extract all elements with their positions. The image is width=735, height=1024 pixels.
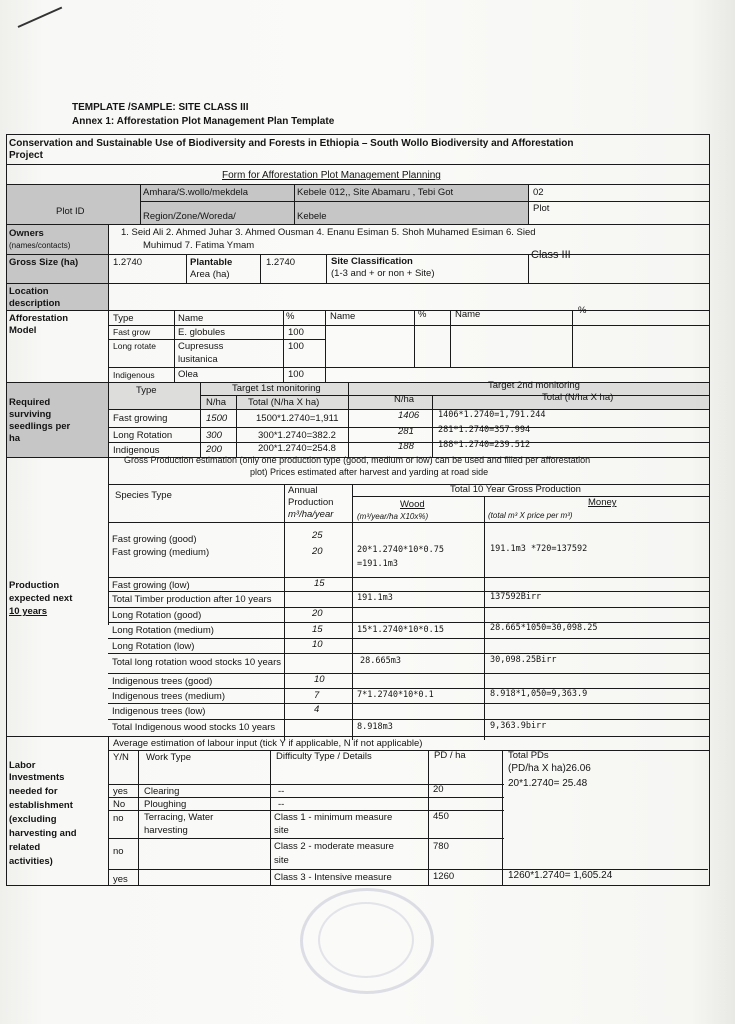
pen-mark: [18, 7, 63, 28]
annex-title: Annex 1: Afforestation Plot Management Plan Template: [72, 116, 335, 127]
seed-n2-2: 281: [398, 426, 414, 437]
prod-wood-8: 28.665m3: [360, 656, 401, 666]
seed-n1-2: 300: [206, 430, 222, 441]
labor-label-3: needed for: [9, 786, 58, 797]
target2-header: Target 2nd monitoring: [488, 380, 580, 391]
labor-work-1: Clearing: [144, 786, 180, 797]
total-pds-header: Total PDs: [508, 750, 549, 761]
prod-money-4: 137592Birr: [490, 592, 542, 602]
seed-t1-1: 1500*1.2740=1,911: [256, 413, 339, 424]
model-name-2b: lusitanica: [178, 354, 218, 365]
model-name-header: Name: [178, 313, 204, 324]
labor-diff-3b: site: [274, 825, 289, 836]
annual-header-2: Production: [288, 497, 334, 508]
prod-species-8: Total long rotation wood stocks 10 years: [112, 657, 281, 668]
wood-header: Wood: [400, 499, 425, 510]
kebele-label: Kebele: [297, 211, 327, 222]
seed-n1-3: 200: [206, 444, 222, 455]
labor-label-7: related: [9, 842, 41, 853]
prod-species-11: Indigenous trees (low): [112, 706, 206, 717]
prod-species-5: Long Rotation (good): [112, 610, 202, 621]
model-label: Afforestation: [9, 313, 69, 324]
plot-id-label: Plot ID: [56, 206, 85, 217]
labor-yn-3: no: [113, 813, 124, 824]
model-pct3-header: %: [578, 305, 587, 316]
model-pct-2: 100: [288, 341, 304, 352]
model-name2-header: Name: [330, 311, 356, 322]
prod-annual-2: 20: [312, 546, 323, 557]
annual-header: Annual: [288, 485, 318, 496]
model-type-2: Long rotate: [113, 341, 157, 351]
seedlings-label: Required: [9, 397, 51, 408]
labor-work-3b: harvesting: [144, 825, 188, 836]
model-label-2: Model: [9, 325, 37, 336]
plantable-value: 1.2740: [266, 257, 296, 268]
money-header: Money: [588, 497, 617, 508]
work-type-header: Work Type: [146, 752, 192, 763]
site-class-sublabel: (1-3 and + or non + Site): [331, 268, 435, 279]
money-unit: (total m³ X price per m³): [488, 511, 573, 520]
labor-yn-1: yes: [113, 786, 128, 797]
prod-annual-3: 15: [314, 578, 325, 589]
owners-line1: 1. Seid Ali 2. Ahmed Juhar 3. Ahmed Ousman 4. Enanu Esiman 5. Shoh Muhamed Esiman 6. Sied: [121, 227, 536, 238]
pd-ha-header: PD / ha: [434, 750, 466, 761]
model-type-header: Type: [113, 313, 134, 324]
labor-label-8: activities): [9, 856, 53, 867]
labor-total-1: 20*1.2740= 25.48: [508, 778, 588, 789]
model-name-3: Olea: [178, 369, 199, 380]
prod-annual-5: 20: [312, 608, 323, 619]
site-class-value: Class III: [531, 249, 571, 261]
region-value: Amhara/S.wollo/mekdela: [143, 187, 249, 198]
yn-header: Y/N: [113, 752, 129, 763]
kebele-value: Kebele 012,, Site Abamaru , Tebi Got: [297, 187, 454, 198]
n-ha-2-header: N/ha: [394, 394, 415, 405]
labor-label-6: harvesting and: [9, 828, 77, 839]
prod-money-10: 8.918*1,050=9,363.9: [490, 689, 588, 699]
labor-diff-2: --: [278, 799, 285, 810]
seed-t1-3: 200*1.2740=254.8: [258, 443, 336, 454]
labor-pd-5: 1260: [433, 871, 455, 882]
prod-annual-6: 15: [312, 624, 323, 635]
labor-pd-4: 780: [433, 841, 449, 852]
plot-label: Plot: [533, 203, 550, 214]
labor-yn-4: no: [113, 846, 124, 857]
labor-label-2: Investments: [9, 772, 65, 783]
gross-size-value: 1.2740: [113, 257, 143, 268]
model-type-3: Indigenous: [113, 370, 155, 380]
wood-unit: (m³/year/ha X10x%): [357, 512, 429, 521]
seed-t2-2: 281*1.2740=357.994: [438, 425, 531, 435]
species-header: Species Type: [115, 490, 172, 501]
total10-header: Total 10 Year Gross Production: [450, 484, 581, 495]
prod-annual-10: 7: [314, 690, 320, 701]
seed-t2-1: 1406*1.2740=1,791.244: [438, 410, 546, 420]
labor-pd-1: 20: [433, 784, 444, 795]
owners-sublabel: (names/contacts): [9, 241, 71, 250]
labor-diff-3: Class 1 - minimum measure: [274, 812, 393, 823]
prod-wood-4: 191.1m3: [357, 593, 393, 603]
target1-header: Target 1st monitoring: [232, 383, 321, 394]
template-label: TEMPLATE /SAMPLE: SITE CLASS III: [72, 102, 249, 113]
labor-diff-1: --: [278, 786, 285, 797]
production-note: Gross Production estimation (only one production type (good, medium or low) can be used and filled per afforestation: [124, 455, 591, 465]
seed-n1-1: 1500: [206, 413, 228, 424]
labor-work-3: Terracing, Water: [144, 812, 214, 823]
prod-species-6: Long Rotation (medium): [112, 625, 214, 636]
owners-label: Owners: [9, 228, 44, 239]
production-label-2: expected next: [9, 593, 73, 604]
prod-species-12: Total Indigenous wood stocks 10 years: [112, 722, 276, 733]
prod-species-2: Fast growing (medium): [112, 547, 210, 558]
labor-label-5: (excluding: [9, 814, 57, 825]
difficulty-header: Difficulty Type / Details: [276, 751, 372, 762]
model-pct2-header: %: [418, 309, 427, 320]
labor-label: Labor: [9, 760, 36, 771]
n-ha-header: N/ha: [206, 397, 227, 408]
prod-species-7: Long Rotation (low): [112, 641, 195, 652]
labor-yn-5: yes: [113, 874, 128, 885]
prod-money-6: 28.665*1050=30,098.25: [490, 623, 598, 633]
seed-n2-3: 188: [398, 441, 414, 452]
labor-diff-5: Class 3 - Intensive measure: [274, 872, 392, 883]
model-pct-3: 100: [288, 369, 304, 380]
location-label: Location: [9, 286, 49, 297]
prod-annual-1: 25: [312, 530, 323, 541]
model-name3-header: Name: [455, 309, 481, 320]
seedling-type-header: Type: [136, 385, 157, 396]
gross-size-label: Gross Size (ha): [9, 257, 79, 268]
plantable-label: Plantable: [190, 257, 233, 268]
seedlings-label-4: ha: [9, 433, 21, 444]
total-pds-header-2: (PD/ha X ha)26.06: [508, 763, 591, 774]
prod-wood-12: 8.918m3: [357, 722, 393, 732]
site-class-label: Site Classification: [331, 256, 413, 267]
prod-annual-7: 10: [312, 639, 323, 650]
seed-n2-1: 1406: [398, 410, 420, 421]
prod-species-4: Total Timber production after 10 years: [112, 594, 272, 605]
prod-species-10: Indigenous trees (medium): [112, 691, 225, 702]
prod-annual-9: 10: [314, 674, 325, 685]
project-title-line2: Project: [9, 150, 43, 161]
prod-wood-2: 20*1.2740*10*0.75: [357, 545, 444, 555]
form-title: Form for Afforestation Plot Management Planning: [222, 170, 441, 181]
prod-money-12: 9,363.9birr: [490, 721, 547, 731]
stamp-seal-inner: [318, 902, 414, 978]
labor-work-2: Ploughing: [144, 799, 187, 810]
seed-t1-2: 300*1.2740=382.2: [258, 430, 336, 441]
prod-wood-2b: =191.1m3: [357, 559, 398, 569]
prod-annual-11: 4: [314, 704, 320, 715]
plot-value: 02: [533, 187, 544, 198]
model-name-2: Cupresuss: [178, 341, 224, 352]
labor-total-5: 1260*1.2740= 1,605.24: [508, 870, 613, 881]
model-pct-1: 100: [288, 327, 304, 338]
production-note-2: plot) Prices estimated after harvest and yarding at road side: [250, 467, 489, 477]
seed-type-2: Long Rotation: [113, 430, 173, 441]
total-2-header: Total (N/ha X ha): [542, 392, 614, 403]
prod-wood-10: 7*1.2740*10*0.1: [357, 690, 434, 700]
region-label: Region/Zone/Woreda/: [143, 211, 236, 222]
prod-money-2: 191.1m3 *720=137592: [490, 544, 588, 554]
annual-header-3: m³/ha/year: [288, 509, 334, 520]
project-title: Conservation and Sustainable Use of Biodiversity and Forests in Ethiopia – South Wollo Biodiversity and Afforestation: [9, 138, 574, 149]
plantable-label-2: Area (ha): [190, 269, 230, 280]
seedlings-label-3: seedlings per: [9, 421, 71, 432]
seed-type-1: Fast growing: [113, 413, 168, 424]
prod-species-9: Indigenous trees (good): [112, 676, 213, 687]
production-label-3: 10 years: [9, 606, 48, 617]
labor-diff-4b: site: [274, 855, 289, 866]
prod-wood-6: 15*1.2740*10*0.15: [357, 625, 444, 635]
model-name-1: E. globules: [178, 327, 226, 338]
production-label: Production: [9, 580, 60, 591]
total-header: Total (N/ha X ha): [248, 397, 320, 408]
seedlings-label-2: surviving: [9, 409, 52, 420]
owners-line2: Muhimud 7. Fatima Ymam: [143, 240, 255, 251]
model-type-1: Fast grow: [113, 327, 151, 337]
prod-species-1: Fast growing (good): [112, 534, 197, 545]
location-label-2: description: [9, 298, 61, 309]
labor-note: Average estimation of labour input (tick Y if applicable, N if not applicable): [113, 738, 423, 749]
seed-type-3: Indigenous: [113, 445, 160, 456]
labor-diff-4: Class 2 - moderate measure: [274, 841, 394, 852]
labor-pd-3: 450: [433, 811, 449, 822]
form-frame: [6, 134, 710, 886]
labor-yn-2: No: [113, 799, 126, 810]
labor-label-4: establishment: [9, 800, 73, 811]
prod-money-8: 30,098.25Birr: [490, 655, 557, 665]
prod-species-3: Fast growing (low): [112, 580, 190, 591]
seed-t2-3: 188*1.2740=239.512: [438, 440, 531, 450]
model-pct-header: %: [286, 311, 295, 322]
